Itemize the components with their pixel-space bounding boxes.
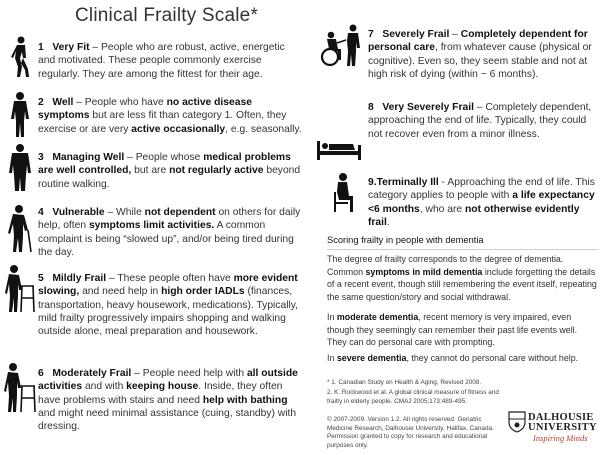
- page-title: Clinical Frailty Scale*: [75, 5, 259, 26]
- standing-figure-icon: [8, 91, 32, 139]
- frailty-level-2: 2 Well – People who have no active disease symptoms but are less fit than category 1. Often, they exercise or are very active occasionally, e.g. seasonally.: [38, 97, 302, 135]
- fit-walking-figure-icon: [9, 36, 31, 78]
- walker-figure-icon: [4, 264, 36, 314]
- logo-tagline: Inspiring Minds: [533, 433, 588, 443]
- frailty-level-4: 4 Vulnerable – While not dependent on others for daily help, often symptoms limit activities. A common complaint is being “slowed up”, and/or being tired during the day.: [38, 207, 301, 258]
- frailty-level-1: 1 Very Fit – People who are robust, active, energetic and motivated. These people commonly exercise regularly. They are among the fittest for their age.: [38, 42, 285, 80]
- crest-icon: [508, 411, 526, 433]
- dementia-paragraph-mild: The degree of frailty corresponds to the degree of dementia. Common symptoms in mild dementia include forgetting the details of a recent event, though still remembering the event itself, repeating the same question/story and social withdrawal.: [327, 254, 597, 302]
- frailty-level-6: 6 Moderately Frail – People need help with all outside activities and with keeping house. Inside, they often have problems with stairs and need help with bathing and might need minimal assistance (cuing, standby) with dressing.: [38, 368, 298, 433]
- assisted-walker-figure-icon: [3, 362, 37, 414]
- frailty-level-5: 5 Mildly Frail – These people often have more evident slowing, and need help in high order IADLs (finances, transportation, heavy housework, medications). Typically, mild frailty progressively impairs shopping and walking outside alone, meal preparation and housework.: [38, 273, 299, 338]
- seated-figure-icon: [331, 172, 357, 214]
- copyright-notice: © 2007-2009. Version 1.2. All rights reserved. Geriatric Medicine Research, Dalhousie University, Halifax, Canada. Permission granted to copy for research and educational purposes only.: [327, 416, 494, 449]
- dementia-paragraph-severe: In severe dementia, they cannot do personal care without help.: [327, 353, 579, 363]
- dementia-paragraph-moderate: In moderate dementia, recent memory is very impaired, even though they seemingly can remember their past life events well. They can do personal care with prompting.: [327, 312, 578, 348]
- frailty-level-3: 3 Managing Well – People whose medical problems are well controlled, but are not regularly active beyond routine walking.: [38, 152, 301, 190]
- bed-figure-icon: [315, 135, 363, 161]
- frailty-level-7: 7 Severely Frail – Completely dependent for personal care, from whatever cause (physical or cognitive). Even so, they seem stable and not at high risk of dying (within ~ 6 months).: [368, 29, 592, 80]
- dementia-heading: Scoring frailty in people with dementia: [327, 235, 484, 245]
- logo-text: DALHOUSIE UNIVERSITY: [528, 412, 597, 433]
- dalhousie-logo: [508, 410, 601, 450]
- footnote-2: 2. K. Rockwood et al. A global clinical measure of fitness and frailty in elderly people. CMAJ 2005;173:489-495.: [327, 389, 499, 405]
- heavy-standing-figure-icon: [7, 143, 33, 193]
- footnote-1: * 1. Canadian Study on Health & Aging, Revised 2008.: [327, 379, 482, 386]
- wheelchair-figure-icon: [316, 24, 364, 68]
- section-divider: [327, 249, 599, 250]
- cane-figure-icon: [6, 204, 34, 254]
- frailty-level-8: 8 Very Severely Frail – Completely dependent, approaching the end of life. Typically, they could not recover even from a minor illness.: [368, 102, 592, 140]
- frailty-level-9: 9.Terminally Ill - Approaching the end of life. This category applies to people with a life expectancy <6 months, who are not otherwise evidently frail.: [368, 177, 595, 228]
